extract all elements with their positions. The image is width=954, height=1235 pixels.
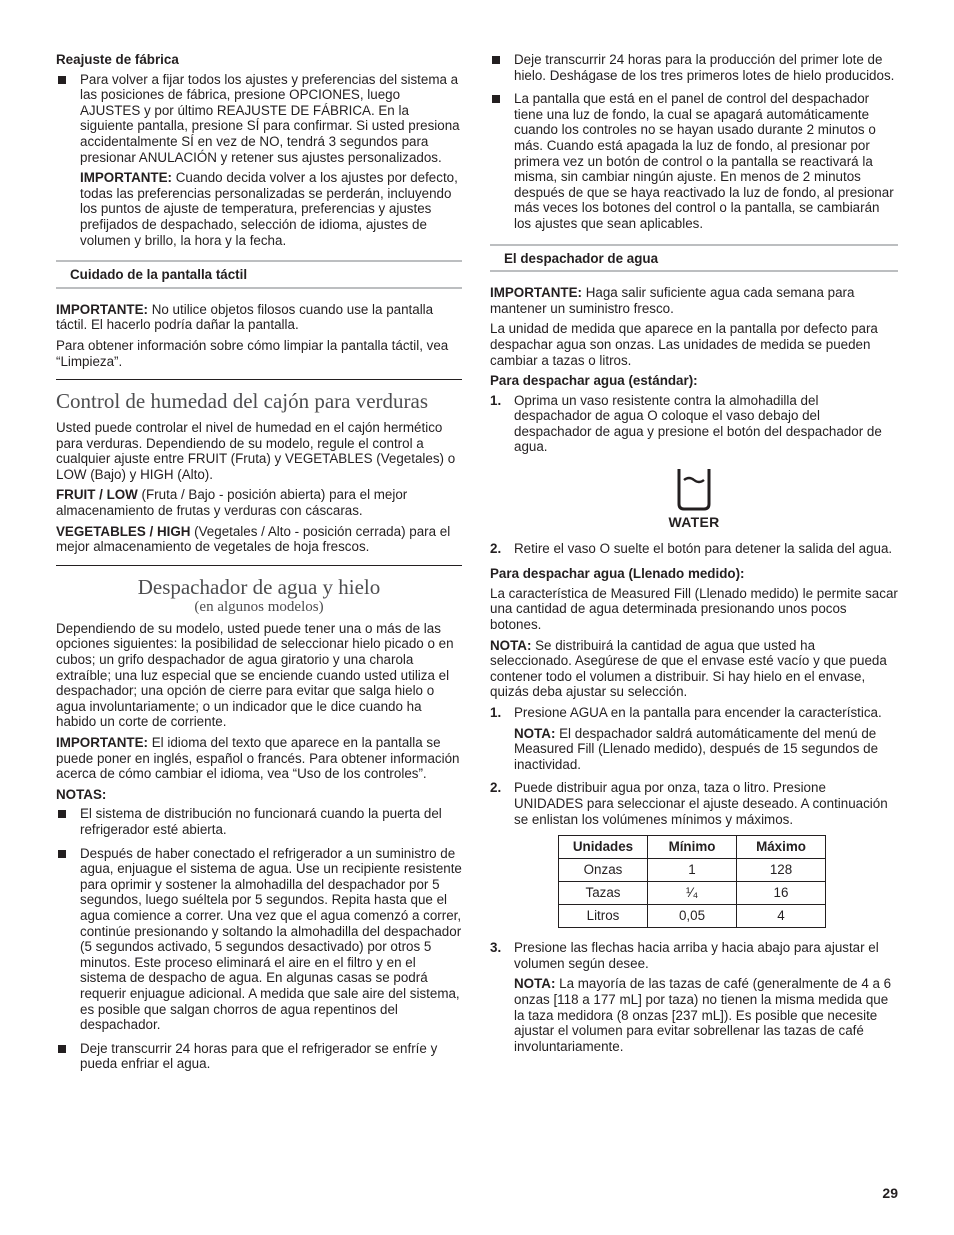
water-glass-icon <box>675 467 713 511</box>
std-step: 2. Retire el vaso O suelte el botón para detener la salida del agua. <box>490 540 893 556</box>
right-column <box>490 52 898 1059</box>
cuidado-para: Para obtener información sobre cómo limpiar la pantalla táctil, vea “Limpieza”. <box>56 337 449 369</box>
table-cell: Onzas <box>559 859 648 882</box>
agua-important: IMPORTANTE: Haga salir suficiente agua cada semana para mantener un suministro fresco. <box>490 285 855 316</box>
agua-unidad: La unidad de medida que aparece en la pantalla por defecto para despachar agua son onzas. Las unidades de medida se pueden cambiar a tazas o litros. <box>490 321 878 368</box>
reajuste-bullet: Para volver a fijar todos los ajustes y preferencias del sistema a las posiciones de fábrica, presione OPCIONES, luego AJUSTES y por último REAJUSTE DE FÁBRICA. En la siguiente pantalla, presione SÍ para confirmar. Si usted presiona accidentalmente SÍ en vez de NO, tendrá 3 segundos para presionar ANULACIÓN y retener sus ajustes personalizados. <box>56 72 462 166</box>
section-divider <box>56 379 462 380</box>
table-cell: 0,05 <box>648 905 737 928</box>
page-number: 29 <box>882 1185 898 1201</box>
reajuste-heading: Reajuste de fábrica <box>56 52 179 67</box>
backlight-bullet: La pantalla que está en el panel de control del despachador tiene una luz de fondo, la cual se apagará automáticamente cuando los controles no se hayan usado durante 2 minutos o más. Cuando está apagada la luz de fondo, al presionar por primera vez un botón de control o la pantalla se reactivará la misma, sin cambiar ningún ajuste. En menos de 2 minutos después de que se haya reactivado la luz de fondo, al presionar más veces los botones del control o la pantalla, se cambiarán los ajustes que sean aplicables. <box>490 91 898 231</box>
table-cell: 16 <box>737 882 826 905</box>
table-cell: 1 <box>648 859 737 882</box>
std-step: 1. Oprima un vaso resistente contra la almohadilla del despachador de agua O coloque el vaso debajo del despachador de agua y presione el botón del despachador de agua. <box>490 392 882 455</box>
table-header: Mínimo <box>648 836 737 859</box>
table-row <box>559 859 826 882</box>
table-row <box>559 905 826 928</box>
table-row <box>559 882 826 905</box>
fill-step: 2. Puede distribuir agua por onza, taza o litro. Presione UNIDADES para seleccionar el ajuste deseado. A continuación se enlistan los volúmenes mínimos y máximos. <box>490 780 888 827</box>
despachador-intro: Dependiendo de su modelo, usted puede tener una o más de las opciones siguientes: la posibilidad de seleccionar hielo picado o en cubos; un grifo despachador de agua giratorio y una charola extraíble; una luz especial que se enciende cuando usted utiliza el despachador; una opción de cierre para evitar que salga hielo o agua involuntariamente; o un indicador que le dice cuando ha habido un corte de corriente. <box>56 620 454 730</box>
cuidado-important: IMPORTANTE: No utilice objetos filosos cuando use la pantalla táctil. El hacerlo podría dañar la pantalla. <box>56 301 434 333</box>
despachador-important: IMPORTANTE: El idioma del texto que aparece en la pantalla se puede poner en inglés, español o francés. Para obtener información acerca de cómo cambiar el idioma, vea “Uso de los controles”. <box>56 735 460 782</box>
table-cell: ¹⁄₄ <box>648 882 737 905</box>
despachador-subtitle: (en algunos modelos) <box>194 598 324 615</box>
notas-bullet: El sistema de distribución no funcionará cuando la puerta del refrigerador esté abierta. <box>56 806 462 837</box>
table-cell: Litros <box>559 905 648 928</box>
humedad-intro: Usted puede controlar el nivel de humedad en el cajón hermético para verduras. Dependiendo de su modelo, regule el control a cualquier ajuste entre FRUIT (Fruta) y VEGETABLES (Vegetales) o LOW (Bajo) y HIGH (Alto). <box>56 420 456 482</box>
table-header: Máximo <box>737 836 826 859</box>
reajuste-important: IMPORTANTE: Cuando decida volver a los ajustes por defecto, todas las preferencias personalizadas se perderán, incluyendo los puntos de ajuste de temperatura, preferencias y ajustes prefijados de despachado, selección de idioma, ajustes de volumen y brillo, la hora y la fecha. <box>80 170 458 248</box>
despachador-title: Despachador de agua y hielo <box>137 574 381 599</box>
fill-step: 1. Presione AGUA en la pantalla para encender la característica. <box>490 705 882 720</box>
water-dispenser-graphic <box>490 467 898 531</box>
table-cell: Tazas <box>559 882 648 905</box>
table-cell: 4 <box>737 905 826 928</box>
left-column <box>56 52 462 1080</box>
volume-table <box>558 835 826 928</box>
section-divider <box>56 565 462 566</box>
std-heading: Para despachar agua (estándar): <box>490 373 698 389</box>
notas-bullet: Después de haber conectado el refrigerador a un suministro de agua, enjuague el sistema de agua. Use un recipiente resistente para oprimir y sostener la almohadilla del despachador por 5 segundos, luego suéltela por 5 segundos. Repita hasta que el agua comience a correr. Una vez que el agua comenzó a correr, continúe presionando y soltando la almohadilla del despachador (5 segundos activado, 5 segundos desactivado) por otros 5 minutos. Este proceso eliminará el aire en el filtro y en el sistema de despacho de agua. En algunas casas se podrá requerir enjuague adicional. A medida que sale aire del sistema, es posible que salgan chorros de agua repentinos del despachador. <box>56 846 462 1033</box>
water-icon-label: WATER <box>668 514 720 531</box>
table-cell: 128 <box>737 859 826 882</box>
fill-step1-nota: NOTA: El despachador saldrá automáticamente del menú de Measured Fill (Llenado medido), después de 15 segundos de inactividad. <box>514 725 879 772</box>
table-header: Unidades <box>559 836 648 859</box>
ice-bullet: Deje transcurrir 24 horas para la producción del primer lote de hielo. Deshágase de los tres primeros lotes de hielo producidos. <box>490 52 898 83</box>
fill-intro: La característica de Measured Fill (Llenado medido) le permite sacar una cantidad de agua determinada presionando unos pocos botones. <box>490 585 898 633</box>
humedad-fruit: FRUIT / LOW (Fruta / Bajo - posición abierta) para el mejor almacenamiento de frutas y verduras con cáscaras. <box>56 487 408 519</box>
notas-heading: NOTAS: <box>56 786 107 802</box>
humedad-veg: VEGETABLES / HIGH (Vegetales / Alto - posición cerrada) para el mejor almacenamiento de vegetales de hoja frescos. <box>56 523 451 555</box>
notas-bullet: Deje transcurrir 24 horas para que el refrigerador se enfríe y pueda enfriar el agua. <box>56 1041 462 1072</box>
humedad-title: Control de humedad del cajón para verduras <box>56 389 429 414</box>
cuidado-heading: Cuidado de la pantalla táctil <box>56 260 462 289</box>
agua-heading: El despachador de agua <box>490 244 898 273</box>
fill-heading: Para despachar agua (Llenado medido): <box>490 566 745 582</box>
table-header-row <box>559 836 826 859</box>
fill-step: 3. Presione las flechas hacia arriba y hacia abajo para ajustar el volumen según desee. <box>490 940 879 971</box>
fill-step3-nota: NOTA: La mayoría de las tazas de café (generalmente de 4 a 6 onzas [118 a 177 mL] por taza) no tienen la misma medida que la taza medidora (8 onzas [237 mL]). Es posible que necesite ajustar el volumen para evitar sobrellenar las tazas de café involuntariamente. <box>514 976 892 1054</box>
fill-nota: NOTA: Se distribuirá la cantidad de agua que usted ha seleccionado. Asegúrese de que el envase esté vacío y que pueda contener todo el volumen a distribuir. Si hay hielo en el envase, quizás deba ajustar su selección. <box>490 637 887 700</box>
